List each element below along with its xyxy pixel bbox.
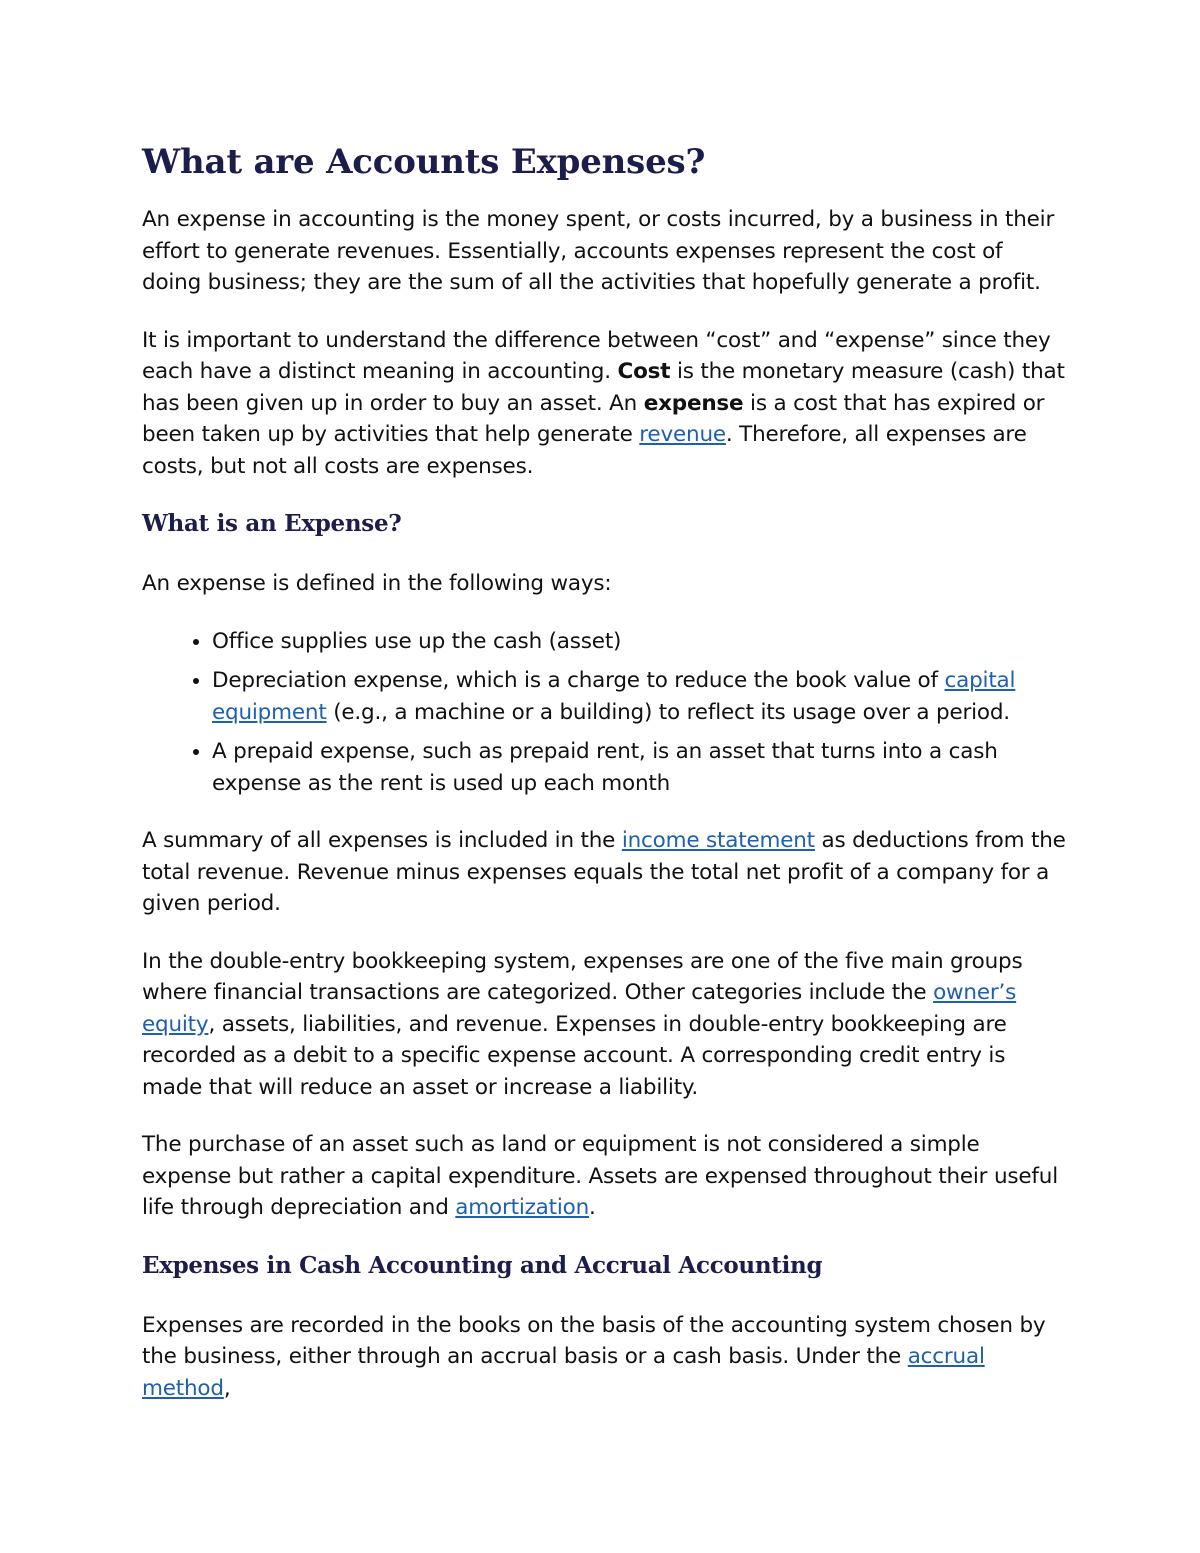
link-owners-equity[interactable]: owner’s equity xyxy=(142,980,1017,1037)
text-span: as deductions from the total revenue. Revenue minus expenses equals the total net profit of a company for a given period. xyxy=(142,828,1066,916)
list-item: • Office supplies use up the cash (asset) xyxy=(212,626,1067,658)
page-title: What are Accounts Expenses? xyxy=(142,142,706,182)
text-span: , xyxy=(223,1375,231,1401)
text-span: It is important to understand the difference between “cost” and “expense” since they each have a distinct meaning in accounting. xyxy=(142,327,1051,384)
text-span: . Therefore, all expenses are costs, but not all costs are expenses. xyxy=(142,422,1027,479)
text-span: is a cost that has expired or been taken up by activities that help generate xyxy=(142,390,1045,447)
link-income-statement[interactable]: income statement xyxy=(621,828,815,853)
bold-term-cost: Cost xyxy=(617,359,671,384)
text-span: is the monetary measure (cash) that has been given up in order to buy an asset. An xyxy=(142,359,1065,416)
intro-paragraph-1: An expense in accounting is the money spent, or costs incurred, by a business in their effort to generate revenues. Essentially, accounts expenses represent the cost of doing business; they are the sum of all the activities that hopefully generate a profit. xyxy=(142,207,1055,295)
intro-paragraph-2 xyxy=(142,325,1067,483)
link-capital-equipment[interactable]: capital equipment xyxy=(212,668,1016,725)
list-item xyxy=(212,665,1067,728)
paragraph-income-statement xyxy=(142,825,1067,920)
list-item: • A prepaid expense, such as prepaid rent, is an asset that turns into a cash expense as the rent is used up each month xyxy=(212,736,1067,799)
link-accrual-method[interactable]: accrual method xyxy=(142,1344,985,1401)
text-span: Expenses are recorded in the books on the basis of the accounting system chosen by the business, either through an accrual basis or a cash basis. Under the xyxy=(142,1312,1046,1369)
expense-definition-list xyxy=(142,626,1067,800)
text-span: , assets, liabilities, and revenue. Expenses in double-entry bookkeeping are recorded as a debit to a specific expense account. A corresponding credit entry is made that will reduce an asset or increase a liability. xyxy=(142,1011,1007,1100)
text-span: Depreciation expense, which is a charge to reduce the book value of xyxy=(212,668,945,693)
section1-lead: An expense is defined in the following ways: xyxy=(142,571,612,596)
link-amortization[interactable]: amortization xyxy=(455,1195,590,1220)
section-heading-cash-accrual: Expenses in Cash Accounting and Accrual Accounting xyxy=(142,1251,823,1279)
link-revenue[interactable]: revenue xyxy=(639,422,726,447)
paragraph-double-entry xyxy=(142,946,1067,1104)
text-span: . xyxy=(589,1195,596,1220)
document-content xyxy=(142,140,1067,1430)
text-span: In the double-entry bookkeeping system, expenses are one of the five main groups where financial transactions are categorized. Other categories include the xyxy=(142,948,1023,1005)
paragraph-capital-expenditure xyxy=(142,1129,1067,1224)
text-span: (e.g., a machine or a building) to reflect its usage over a period. xyxy=(326,699,1010,725)
text-span: A summary of all expenses is included in the xyxy=(142,828,622,853)
text-span: The purchase of an asset such as land or equipment is not considered a simple expense but rather a capital expenditure. Assets are expensed throughout their useful life through depreciation and xyxy=(142,1132,1058,1220)
paragraph-accrual xyxy=(142,1310,1067,1405)
bold-term-expense: expense xyxy=(643,390,744,416)
section-heading-what-is-expense: What is an Expense? xyxy=(142,510,402,537)
